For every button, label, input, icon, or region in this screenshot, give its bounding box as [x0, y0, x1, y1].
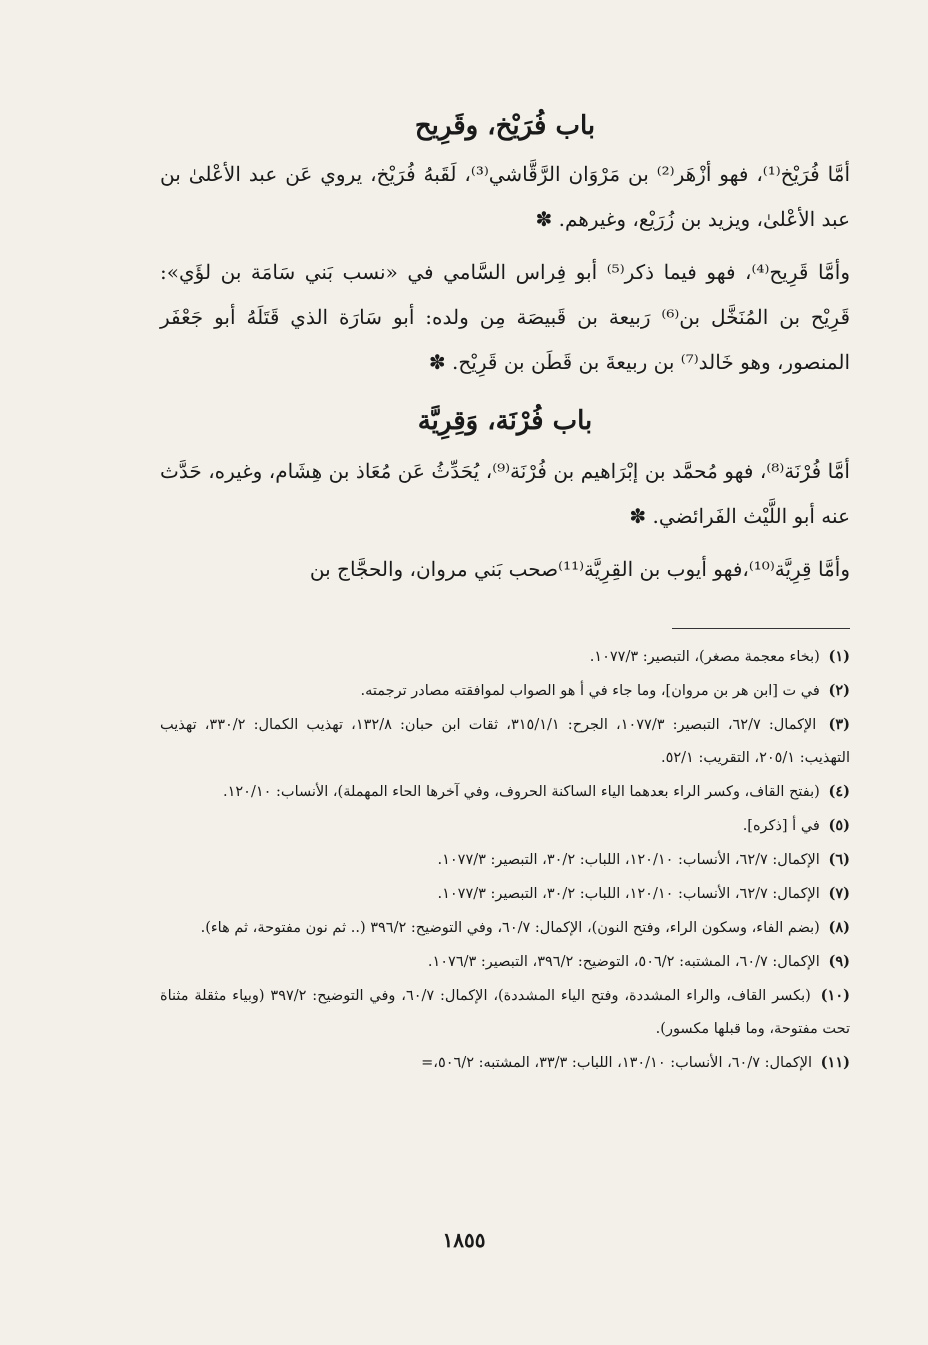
footnote-number: (٨) [828, 919, 850, 936]
footnote [160, 877, 850, 911]
footnote-number: (٤) [828, 783, 850, 800]
footnote-divider [672, 628, 850, 629]
footnotes [160, 640, 850, 1080]
paragraph-3: أمَّا فُرْنَة⁽⁸⁾، فهو مُحمَّد بن إبْرَاهيم بن فُرْنَة⁽⁹⁾، يُحَدِّثُ عَن مُعَاذ بن هِشَام، وغيره، حَدَّث عنه أبو اللَّيْث الفَرائضي. ✽ [160, 459, 850, 528]
footnote-text: (بضم الفاء، وسكون الراء، وفتح النون)، الإكمال: ٦٠/٧، وفي التوضيح: ٣٩٦/٢ (.. ثم نون مفتوحة، ثم هاء). [200, 920, 820, 936]
footnote-text: الإكمال: ٦٠/٧، المشتبه: ٥٠٦/٢، التوضيح: ٣٩٦/٢، التبصير: ١٠٧٦/٣. [427, 954, 820, 970]
footnote-number: (٢) [828, 682, 850, 699]
footnote-text: الإكمال: ٦٢/٧، التبصير: ١٠٧٧/٣، الجرح: ٣١٥/١/١، ثقات ابن حبان: ١٣٢/٨، تهذيب الكمال: ٣٣٠/٢، تهذيب التهذيب: ٢٠٥/١، التقريب: ٥٢/١. [160, 717, 850, 766]
footnote [160, 945, 850, 979]
footnote [160, 708, 850, 775]
footnote-number: (٥) [828, 817, 850, 834]
footnote-number: (٧) [828, 885, 850, 902]
footnote-text: في ت [ابن هر بن مروان]، وما جاء في أ هو الصواب لموافقته مصادر ترجمته. [360, 683, 820, 699]
footnote-number: (٣) [828, 716, 850, 733]
section-heading-1: باب فُرَيْخ، وقَرِيح [414, 111, 596, 141]
main-text [160, 100, 850, 592]
footnote-text: (بفتح القاف، وكسر الراء بعدهما الياء الساكنة الحروف، وفي آخرها الحاء المهملة)، الأنساب: ١٢٠/١٠. [223, 784, 820, 800]
footnote [160, 979, 850, 1046]
footnote-text: الإكمال: ٦٢/٧، الأنساب: ١٢٠/١٠، اللباب: ٣٠/٢، التبصير: ١٠٧٧/٣. [437, 886, 820, 902]
footnote [160, 843, 850, 877]
paragraph-4: وأمَّا قِرِيَّة⁽¹⁰⁾،فهو أيوب بن القِرِيَّة⁽¹¹⁾صحب بَني مروان، والحجَّاج بن [309, 557, 850, 581]
footnote-number: (٩) [828, 953, 850, 970]
footnote [160, 911, 850, 945]
footnote-text: في أ [ذكره]. [742, 818, 820, 834]
footnote [160, 674, 850, 708]
footnote [160, 1046, 850, 1080]
footnote-text: الإكمال: ٦٢/٧، الأنساب: ١٢٠/١٠، اللباب: ٣٠/٢، التبصير: ١٠٧٧/٣. [437, 852, 820, 868]
footnote-text: (بكسر القاف، والراء المشددة، وفتح الياء المشددة)، الإكمال: ٦٠/٧، وفي التوضيح: ٣٩٧/٢ (وبياء مثقلة مثناة تحت مفتوحة، وما قبلها مكسور). [160, 988, 850, 1037]
paragraph-1: أمَّا فُرَيْخ⁽¹⁾، فهو أزْهَر⁽²⁾ بن مَرْوَان الرَّقَّاشي⁽³⁾، لَقَبهُ فُرَيْخ، يروي عَن عبد الأعْلىٰ بن عبد الأعْلىٰ، ويزيد بن زُرَيْع، وغيرهم. ✽ [160, 162, 850, 231]
footnote [160, 775, 850, 809]
footnote-text: (بخاء معجمة مصغر)، التبصير: ١٠٧٧/٣. [589, 649, 820, 665]
footnote-number: (١١) [820, 1054, 850, 1071]
footnote-number: (٦) [828, 851, 850, 868]
footnote-number: (١) [828, 648, 850, 665]
footnote-number: (١٠) [820, 987, 850, 1004]
footnote-text: الإكمال: ٦٠/٧، الأنساب: ١٣٠/١٠، اللباب: ٣٣/٣، المشتبه: ٥٠٦/٢،= [421, 1055, 813, 1071]
paragraph-2: وأمَّا قَرِيح⁽⁴⁾، فهو فيما ذكر⁽⁵⁾ أبو فِراس السَّامي في «نسب بَني سَامَة بن لؤَي»: قَرِيْح بن المُنَخَّل بن⁽⁶⁾ رَبيعة بن قَبيصَة مِن ولده: أبو سَارَة الذي قَتَلَهُ أبو جَعْفَر المنصور، وهو خَالد⁽⁷⁾ بن ربيعةَ بن قَطَن بن قَرِيْح. ✽ [160, 260, 850, 374]
page-number: ١٨٥٥ [442, 1228, 486, 1252]
section-heading-2: باب فُرْنَة، وَقِرِيَّة [417, 406, 593, 436]
footnote [160, 809, 850, 843]
footnote [160, 640, 850, 674]
